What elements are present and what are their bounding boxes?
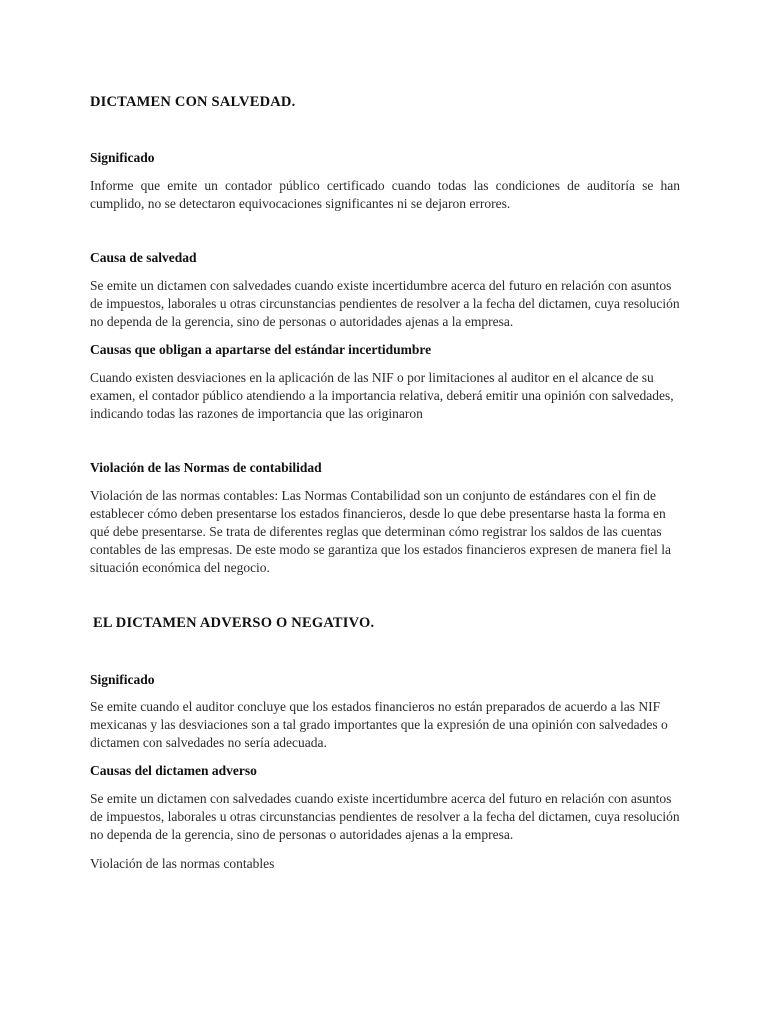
paragraph-causas-obligan: Cuando existen desviaciones en la aplicación de las NIF o por limitaciones al auditor en el alcance de su examen, el contador público atendiendo a la importancia relativa, deberá emitir una opinión con salvedades, indicando todas las razones de importancia que las originaron (90, 370, 674, 421)
heading-significado: Significado (90, 150, 155, 165)
paragraph-causas-dictamen-adverso: Se emite un dictamen con salvedades cuando existe incertidumbre acerca del futuro en relación con asuntos de impuestos, laborales u otras circunstancias pendientes de resolver a la fecha del dictamen, cuya resolución no dependa de la gerencia, sino de personas o autoridades ajenas a la empresa. (90, 791, 680, 842)
heading-causas-dictamen-adverso: Causas del dictamen adverso (90, 763, 257, 778)
section-title-dictamen-con-salvedad: DICTAMEN CON SALVEDAD. (90, 94, 296, 110)
paragraph-significado: Informe que emite un contador público certificado cuando todas las condiciones de auditoría se han cumplido, no se detectaron equivocaciones significantes ni se dejaron errores. (90, 178, 680, 211)
heading-significado-adverso: Significado (90, 672, 155, 687)
paragraph-violacion-normas-contables: Violación de las normas contables (90, 856, 275, 871)
paragraph-violacion-normas: Violación de las normas contables: Las Normas Contabilidad son un conjunto de estándares con el fin de establecer cómo deben presentarse los estados financieros, desde lo que debe presentarse hasta la forma en qué debe presentarse. Se trata de diferentes reglas que determinan cómo registrar los saldos de las cuentas contables de las empresas. De este modo se garantiza que los estados financieros expresen de manera fiel la situación económica del negocio. (90, 488, 672, 575)
paragraph-causa-de-salvedad: Se emite un dictamen con salvedades cuando existe incertidumbre acerca del futuro en relación con asuntos de impuestos, laborales u otras circunstancias pendientes de resolver a la fecha del dictamen, cuya resolución no dependa de la gerencia, sino de personas o autoridades ajenas a la empresa. (90, 278, 680, 329)
heading-causas-obligan: Causas que obligan a apartarse del estándar incertidumbre (90, 342, 432, 357)
heading-causa-de-salvedad: Causa de salvedad (90, 250, 197, 265)
paragraph-significado-adverso: Se emite cuando el auditor concluye que los estados financieros no están preparados de acuerdo a las NIF mexicanas y las desviaciones son a tal grado importantes que la expresión de una opinión con salvedades o dictamen con salvedades no sería adecuada. (90, 699, 668, 750)
heading-violacion-normas: Violación de las Normas de contabilidad (90, 460, 322, 475)
section-title-dictamen-adverso: EL DICTAMEN ADVERSO O NEGATIVO. (93, 615, 375, 631)
